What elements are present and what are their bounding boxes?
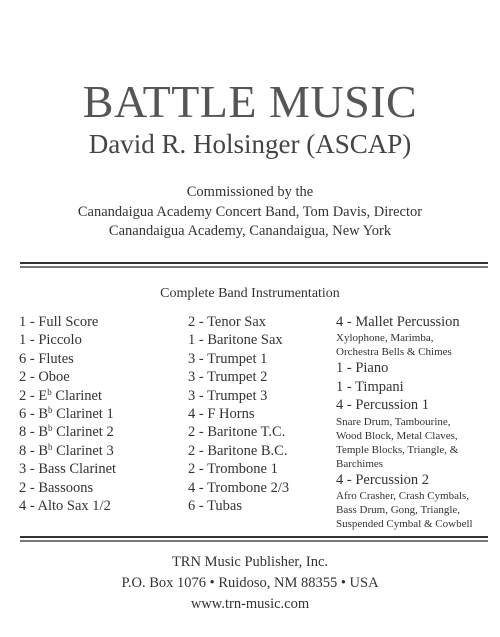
instrument-detail: Bass Drum, Gong, Triangle, xyxy=(336,504,461,517)
flat-sign-icon: b xyxy=(48,423,53,434)
instrument-item: $2 - E^b$ Clarinet xyxy=(19,386,103,404)
instrument-item-piano: 1 - Piano xyxy=(336,360,389,377)
instrument-item: 4 - F Horns xyxy=(188,406,255,423)
instrument-detail: Snare Drum, Tambourine, xyxy=(336,415,451,428)
instrument-item: 2 - Baritone T.C. xyxy=(188,424,286,441)
instrument-detail: Afro Crasher, Crash Cymbals, xyxy=(336,490,470,503)
instrument-column-2 xyxy=(188,313,289,515)
instrument-item: 2 - Oboe xyxy=(19,369,70,386)
publisher-address: P.O. Box 1076 • Ruidoso, NM 88355 • USA xyxy=(121,575,379,591)
instrument-item: 2 - Baritone B.C. xyxy=(188,442,288,459)
instrument-item: 2 - Trombone 1 xyxy=(188,461,278,478)
commission-block xyxy=(0,183,500,242)
commission-line: Canandaigua Academy, Canandaigua, New York xyxy=(108,223,392,239)
instrument-item: $8 - B^b$ Clarinet 2 xyxy=(19,423,114,441)
commission-line: Canandaigua Academy Concert Band, Tom Davis, Director xyxy=(77,203,423,220)
score-title: BATTLE MUSIC xyxy=(82,76,418,127)
instrument-item: 3 - Trumpet 2 xyxy=(188,369,268,386)
instrument-detail: Xylophone, Marimba, xyxy=(336,332,434,345)
instrument-detail: Orchestra Bells & Chimes xyxy=(336,346,452,359)
flat-sign-icon: b xyxy=(47,386,52,397)
instrument-item: 1 - Baritone Sax xyxy=(188,332,283,349)
composer-name: David R. Holsinger (ASCAP) xyxy=(88,129,412,159)
top-divider xyxy=(20,262,488,268)
instrument-detail: Barchimes xyxy=(336,457,384,470)
instrument-item: 3 - Trumpet 1 xyxy=(188,350,268,367)
instrument-detail: Temple Blocks, Triangle, & xyxy=(336,443,459,456)
instrument-item: 6 - Tubas xyxy=(188,498,242,515)
instrument-column-1 xyxy=(19,313,116,515)
bottom-divider xyxy=(20,536,488,542)
instrument-detail: Wood Block, Metal Claves, xyxy=(336,429,458,442)
instrumentation-heading: Complete Band Instrumentation xyxy=(160,286,340,301)
instrument-item: 1 - Piccolo xyxy=(19,332,82,349)
instrument-item: 6 - Flutes xyxy=(19,350,74,367)
instrument-item-mallet-percussion: 4 - Mallet Percussion xyxy=(336,314,460,330)
instrument-item-percussion-1: 4 - Percussion 1 xyxy=(336,397,430,414)
publisher-block xyxy=(0,552,500,615)
instrument-item: 3 - Trumpet 3 xyxy=(188,387,268,404)
instrument-item: 4 - Trombone 2/3 xyxy=(188,479,290,496)
flat-sign-icon: b xyxy=(48,405,53,416)
instrument-item: 1 - Full Score xyxy=(19,314,99,330)
instrument-item: 4 - Alto Sax 1/2 xyxy=(19,498,111,515)
instrument-item: 2 - Tenor Sax xyxy=(188,314,267,330)
commission-line: Commissioned by the xyxy=(186,184,314,200)
instrument-detail: Suspended Cymbal & Cowbell xyxy=(336,518,473,531)
instrument-item-percussion-2: 4 - Percussion 2 xyxy=(336,471,430,488)
instrument-item-timpani: 1 - Timpani xyxy=(336,378,404,395)
flat-sign-icon: b xyxy=(48,441,53,452)
instrument-item: $6 - B^b$ Clarinet 1 xyxy=(19,405,114,423)
publisher-name: TRN Music Publisher, Inc. xyxy=(171,554,329,570)
publisher-website: www.trn-music.com xyxy=(190,596,310,612)
instrument-column-3 xyxy=(336,313,473,531)
instrument-item: 3 - Bass Clarinet xyxy=(19,461,117,478)
instrument-item: $8 - B^b$ Clarinet 3 xyxy=(19,441,114,459)
instrument-item: 2 - Bassoons xyxy=(19,479,94,496)
